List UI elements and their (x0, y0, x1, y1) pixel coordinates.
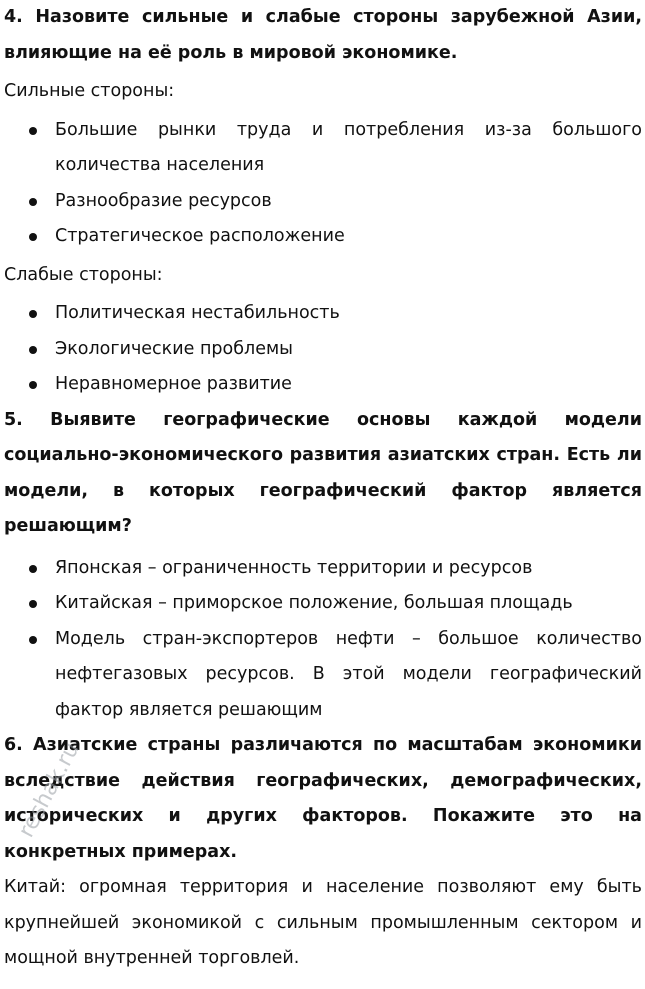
list-item: Японская – ограниченность территории и ресурсов (4, 551, 642, 587)
strengths-label: Сильные стороны: (4, 81, 175, 101)
watermark: reshak.ru (14, 738, 85, 842)
list-item: Экологические проблемы (4, 332, 642, 368)
list-item: Политическая нестабильность (4, 296, 642, 332)
document-page (4, 0, 642, 977)
question-6-answer: Китай: огромная территория и население позволяют ему быть крупнейшей экономикой с сильным промышленным сектором и мощной внутренней торговлей. (4, 877, 642, 968)
question-6-title: 6. Азиатские страны различаются по масштабам экономики вследствие действия географических, демографических, исторических и других факторов. Покажите это на конкретных примерах. (4, 735, 642, 862)
strengths-list (4, 113, 642, 255)
list-item: Разнообразие ресурсов (4, 184, 642, 220)
question-4-title: 4. Назовите сильные и слабые стороны зарубежной Азии, влияющие на её роль в мировой экономике. (4, 7, 642, 63)
list-item: Китайская – приморское положение, большая площадь (4, 586, 642, 622)
list-item: Неравномерное развитие (4, 367, 642, 403)
weaknesses-label: Слабые стороны: (4, 264, 163, 285)
weaknesses-list (4, 296, 642, 403)
models-list (4, 551, 642, 729)
list-item: Большие рынки труда и потребления из-за большого количества населения (4, 113, 642, 184)
question-5-title: 5. Выявите географические основы каждой модели социально-экономического развития азиатских стран. Есть ли модели, в которых географический фактор является решающим? (4, 409, 642, 536)
list-item: Стратегическое расположение (4, 219, 642, 255)
list-item: Модель стран-экспортеров нефти – большое количество нефтегазовых ресурсов. В этой модели географический фактор является решающим (4, 622, 642, 729)
